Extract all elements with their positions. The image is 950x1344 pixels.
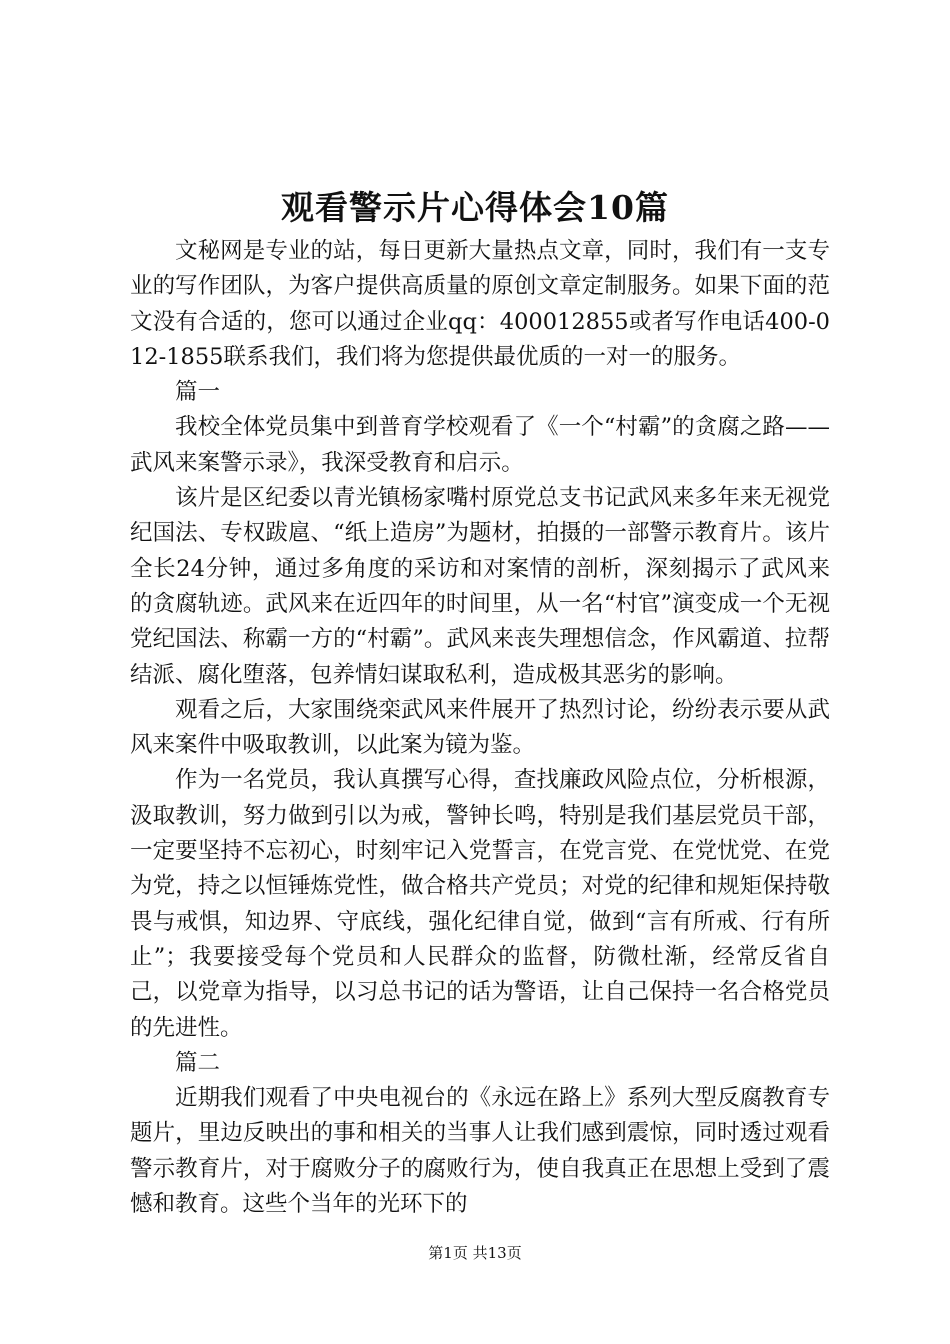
- section-heading-2: 篇二: [175, 1049, 221, 1076]
- intro-paragraph: 文秘网是专业的站，每日更新大量热点文章，同时，我们有一支专业的写作团队，为客户提供高质量的原创文章定制服务。如果下面的范文没有合适的，您可以通过企业qq：400012855或者写作电话400-012-1855联系我们，我们将为您提供最优质的一对一的服务。: [130, 238, 830, 370]
- body-paragraph: 该片是区纪委以青光镇杨家嘴村原党总支书记武风来多年来无视党纪国法、专权跋扈、“纸上造房”为题材，拍摄的一部警示教育片。该片全长24分钟，通过多角度的采访和对案情的剖析，深刻揭示了武风来的贪腐轨迹。武风来在近四年的时间里，从一名“村官”演变成一个无视党纪国法、称霸一方的“村霸”。武风来丧失理想信念，作风霸道、拉帮结派、腐化堕落，包养情妇谋取私利，造成极其恶劣的影响。: [130, 485, 830, 688]
- document-title: 观看警示片心得体会10篇: [281, 188, 669, 227]
- body-paragraph: 我校全体党员集中到普育学校观看了《一个“村霸”的贪腐之路——武风来案警示录》，我深受教育和启示。: [130, 414, 830, 476]
- section-heading-1: 篇一: [175, 379, 221, 406]
- document-body: [130, 234, 830, 1222]
- page-number-footer: 第1页 共13页: [428, 1244, 522, 1262]
- body-paragraph: 观看之后，大家围绕栾武风来件展开了热烈讨论，纷纷表示要从武风来案件中吸取教训，以此案为镜为鉴。: [130, 696, 830, 759]
- body-paragraph: 作为一名党员，我认真撰写心得，查找廉政风险点位，分析根源，汲取教训，努力做到引以为戒，警钟长鸣，特别是我们基层党员干部，一定要坚持不忘初心，时刻牢记入党誓言，在党言党、在党忧党、在党为党，持之以恒锤炼党性，做合格共产党员；对党的纪律和规矩保持敬畏与戒惧，知边界、守底线，强化纪律自觉，做到“言有所戒、行有所止”；我要接受每个党员和人民群众的监督，防微杜渐，经常反省自己，以党章为指导，以习总书记的话为警语，让自己保持一名合格党员的先进性。: [130, 767, 830, 1041]
- body-paragraph: 近期我们观看了中央电视台的《永远在路上》系列大型反腐教育专题片，里边反映出的事和相关的当事人让我们感到震惊，同时透过观看警示教育片，对于腐败分子的腐败行为，使自我真正在思想上受到了震憾和教育。这些个当年的光环下的: [130, 1085, 830, 1218]
